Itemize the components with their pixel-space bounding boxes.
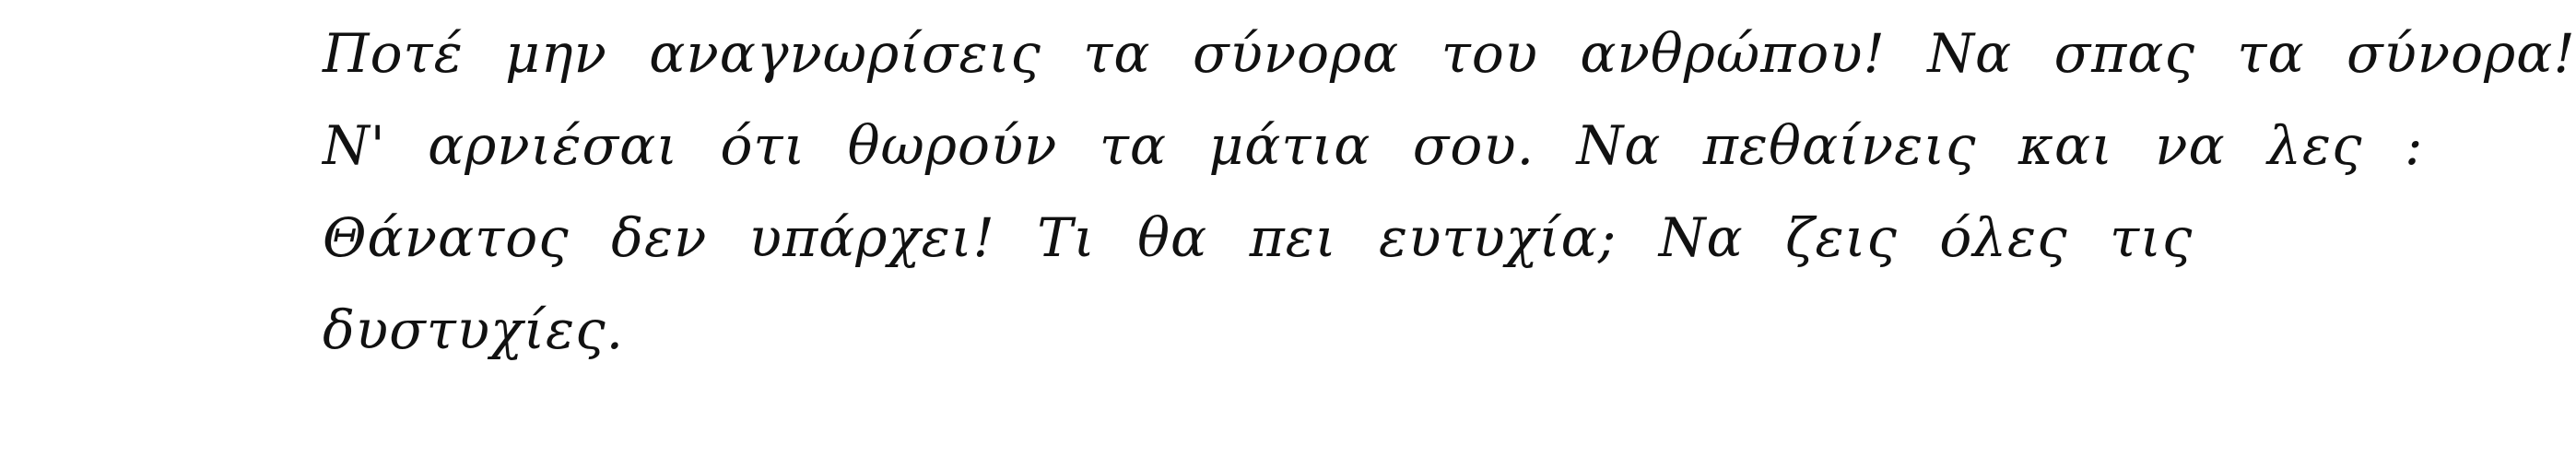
handwritten-line-1: Ποτέ μην αναγνωρίσεις τα σύνορα του ανθρώπου! Να σπας τα σύνορα! [323,22,2576,85]
handwritten-line-4: δυστυχίες. [323,298,625,361]
handwritten-line-3: Θάνατος δεν υπάρχει! Τι θα πει ευτυχία; Να ζεις όλες τις [323,206,2194,269]
handwritten-text-block [323,22,2576,361]
handwritten-line-2: Ν' αρνιέσαι ότι θωρούν τα μάτια σου. Να πεθαίνεις και να λες : [323,114,2424,177]
